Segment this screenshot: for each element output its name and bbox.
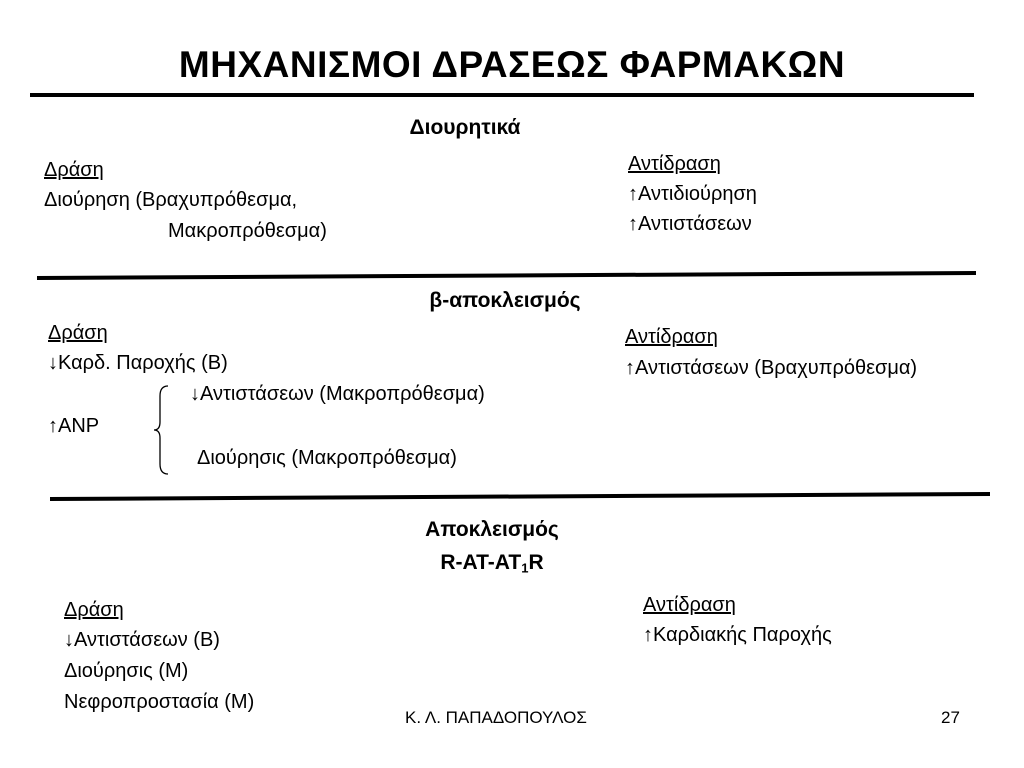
rat-reaction-line: ↑Καρδιακής Παροχής	[643, 624, 832, 646]
rat-heading-receptor: $R-AT-AT_1R$	[440, 551, 544, 576]
beta-action-label: Δράση	[48, 322, 108, 344]
rat-action-label: Δράση	[64, 599, 124, 621]
beta-reaction-label: Αντίδραση	[625, 326, 718, 348]
footer-author: Κ. Λ. ΠΑΠΑΔΟΠΟΥΛΟΣ	[405, 708, 587, 727]
section-divider-2	[0, 490, 1024, 504]
diuretics-reaction-label: Αντίδραση	[628, 153, 721, 175]
rat-action-line: Νεφροπροστασία (Μ)	[64, 691, 255, 713]
diuretics-reaction-line: ↑Αντιστάσεων	[628, 213, 752, 235]
beta-action-line: ↑ANP	[48, 415, 100, 437]
rat-reaction-label: Αντίδραση	[643, 594, 736, 616]
title-divider	[30, 93, 974, 97]
beta-action-line: ↓Αντιστάσεων (Μακροπρόθεσμα)	[190, 383, 485, 405]
rat-action-line: Διούρησις (Μ)	[64, 660, 189, 682]
page-number: 27	[941, 708, 960, 727]
rat-heading: Αποκλεισμός	[425, 518, 559, 541]
slide-title: ΜΗΧΑΝΙΣΜΟΙ ΔΡΑΣΕΩΣ ΦΑΡΜΑΚΩΝ	[178, 44, 846, 85]
beta-action-line: ↓Καρδ. Παροχής (Β)	[48, 352, 228, 374]
beta-action-line: Διούρησις (Μακροπρόθεσμα)	[197, 447, 457, 469]
section-divider-1	[0, 268, 1024, 282]
diuretics-action-line: Διούρηση (Βραχυπρόθεσμα,	[44, 189, 298, 211]
rat-action-line: ↓Αντιστάσεων (Β)	[64, 629, 220, 651]
diuretics-action-label: Δράση	[44, 159, 104, 181]
curly-brace-icon	[150, 384, 174, 476]
diuretics-heading: Διουρητικά	[409, 116, 521, 139]
diuretics-action-line: Μακροπρόθεσμα)	[168, 220, 327, 242]
diuretics-reaction-line: ↑Αντιδιούρηση	[628, 183, 757, 205]
beta-heading: β-αποκλεισμός	[429, 289, 581, 312]
beta-reaction-line: ↑Αντιστάσεων (Βραχυπρόθεσμα)	[625, 357, 918, 379]
